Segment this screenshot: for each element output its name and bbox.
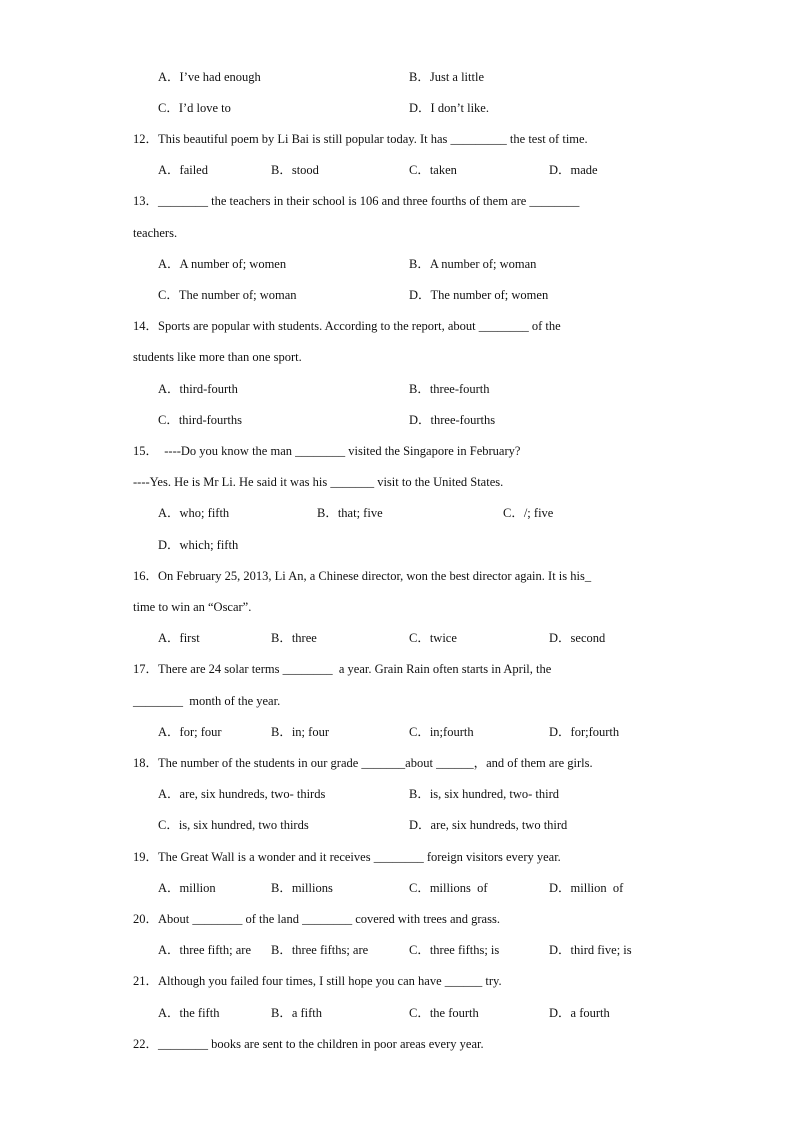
- q19-option-a[interactable]: A．million: [158, 881, 216, 895]
- q21-option-b[interactable]: B．a fifth: [271, 1006, 323, 1020]
- q15-option-b[interactable]: B．that; five: [317, 506, 383, 520]
- q18-option-b[interactable]: B．is, six hundred, two- third: [409, 787, 559, 801]
- q14-stem-line1: 14．Sports are popular with students. According to the report, about ________ of the: [133, 319, 561, 333]
- q12-option-d[interactable]: D．made: [549, 163, 598, 177]
- q18-option-d[interactable]: D．are, six hundreds, two third: [409, 818, 568, 832]
- q17-option-b[interactable]: B．in; four: [271, 725, 329, 739]
- q15-option-c[interactable]: C．/; five: [503, 506, 554, 520]
- q19-option-d[interactable]: D．million of: [549, 881, 624, 895]
- q13-option-c[interactable]: C．The number of; woman: [158, 288, 297, 302]
- q20-option-b[interactable]: B．three fifths; are: [271, 943, 369, 957]
- q22-stem: 22．________ books are sent to the children in poor areas every year.: [133, 1037, 484, 1051]
- q21-option-a[interactable]: A．the fifth: [158, 1006, 220, 1020]
- q12-stem: 12．This beautiful poem by Li Bai is still popular today. It has _________ the test of time.: [133, 132, 588, 146]
- q17-stem-line1: 17．There are 24 solar terms ________ a year. Grain Rain often starts in April, the: [133, 662, 552, 676]
- q18-stem: 18．The number of the students in our grade _______about ______，and of them are girls.: [133, 756, 593, 770]
- q13-option-a[interactable]: A．A number of; women: [158, 257, 287, 271]
- q17-option-c[interactable]: C．in;fourth: [409, 725, 474, 739]
- q20-option-a[interactable]: A．three fifth; are: [158, 943, 252, 957]
- q16-stem-line1: 16．On February 25, 2013, Li An, a Chinese director, won the best director again. It is his_: [133, 569, 592, 583]
- q16-option-a[interactable]: A．first: [158, 631, 200, 645]
- q20-option-c[interactable]: C．three fifths; is: [409, 943, 500, 957]
- q13-option-d[interactable]: D．The number of; women: [409, 288, 549, 302]
- q14-stem-line2: students like more than one sport.: [133, 350, 302, 364]
- q19-option-c[interactable]: C．millions of: [409, 881, 488, 895]
- q17-option-d[interactable]: D．for;fourth: [549, 725, 620, 739]
- q16-option-d[interactable]: D．second: [549, 631, 606, 645]
- q14-option-d[interactable]: D．three-fourths: [409, 413, 496, 427]
- q16-stem-line2: time to win an “Oscar”.: [133, 600, 252, 614]
- q11-option-a[interactable]: A．I’ve had enough: [158, 70, 261, 84]
- q17-option-a[interactable]: A．for; four: [158, 725, 222, 739]
- q19-stem: 19．The Great Wall is a wonder and it receives ________ foreign visitors every year.: [133, 850, 561, 864]
- q21-stem: 21．Although you failed four times, I still hope you can have ______ try.: [133, 974, 502, 988]
- q19-option-b[interactable]: B．millions: [271, 881, 333, 895]
- q13-stem-line2: teachers.: [133, 226, 178, 240]
- q12-option-a[interactable]: A．failed: [158, 163, 208, 177]
- q13-option-b[interactable]: B．A number of; woman: [409, 257, 537, 271]
- q12-option-b[interactable]: B．stood: [271, 163, 319, 177]
- q20-stem: 20．About ________ of the land ________ covered with trees and grass.: [133, 912, 500, 926]
- q14-option-c[interactable]: C．third-fourths: [158, 413, 243, 427]
- q20-option-d[interactable]: D．third five; is: [549, 943, 632, 957]
- q11-option-c[interactable]: C．I’d love to: [158, 101, 231, 115]
- q18-option-c[interactable]: C．is, six hundred, two thirds: [158, 818, 309, 832]
- q15-stem-line2: ----Yes. He is Mr Li. He said it was his _______ visit to the United States.: [133, 475, 504, 489]
- q16-option-b[interactable]: B．three: [271, 631, 317, 645]
- q13-stem-line1: 13．________ the teachers in their school is 106 and three fourths of them are ________: [133, 194, 580, 208]
- q11-option-d[interactable]: D．I don’t like.: [409, 101, 489, 115]
- q16-option-c[interactable]: C．twice: [409, 631, 457, 645]
- q18-option-a[interactable]: A．are, six hundreds, two- thirds: [158, 787, 326, 801]
- q14-option-a[interactable]: A．third-fourth: [158, 382, 238, 396]
- q21-option-c[interactable]: C．the fourth: [409, 1006, 479, 1020]
- q17-stem-line2: ________ month of the year.: [133, 694, 281, 708]
- q21-option-d[interactable]: D．a fourth: [549, 1006, 610, 1020]
- q15-option-d[interactable]: D．which; fifth: [158, 538, 239, 552]
- q12-option-c[interactable]: C．taken: [409, 163, 457, 177]
- q15-option-a[interactable]: A．who; fifth: [158, 506, 230, 520]
- q15-stem-line1: 15． ----Do you know the man ________ visited the Singapore in February?: [133, 444, 521, 458]
- q14-option-b[interactable]: B．three-fourth: [409, 382, 490, 396]
- q11-option-b[interactable]: B．Just a little: [409, 70, 485, 84]
